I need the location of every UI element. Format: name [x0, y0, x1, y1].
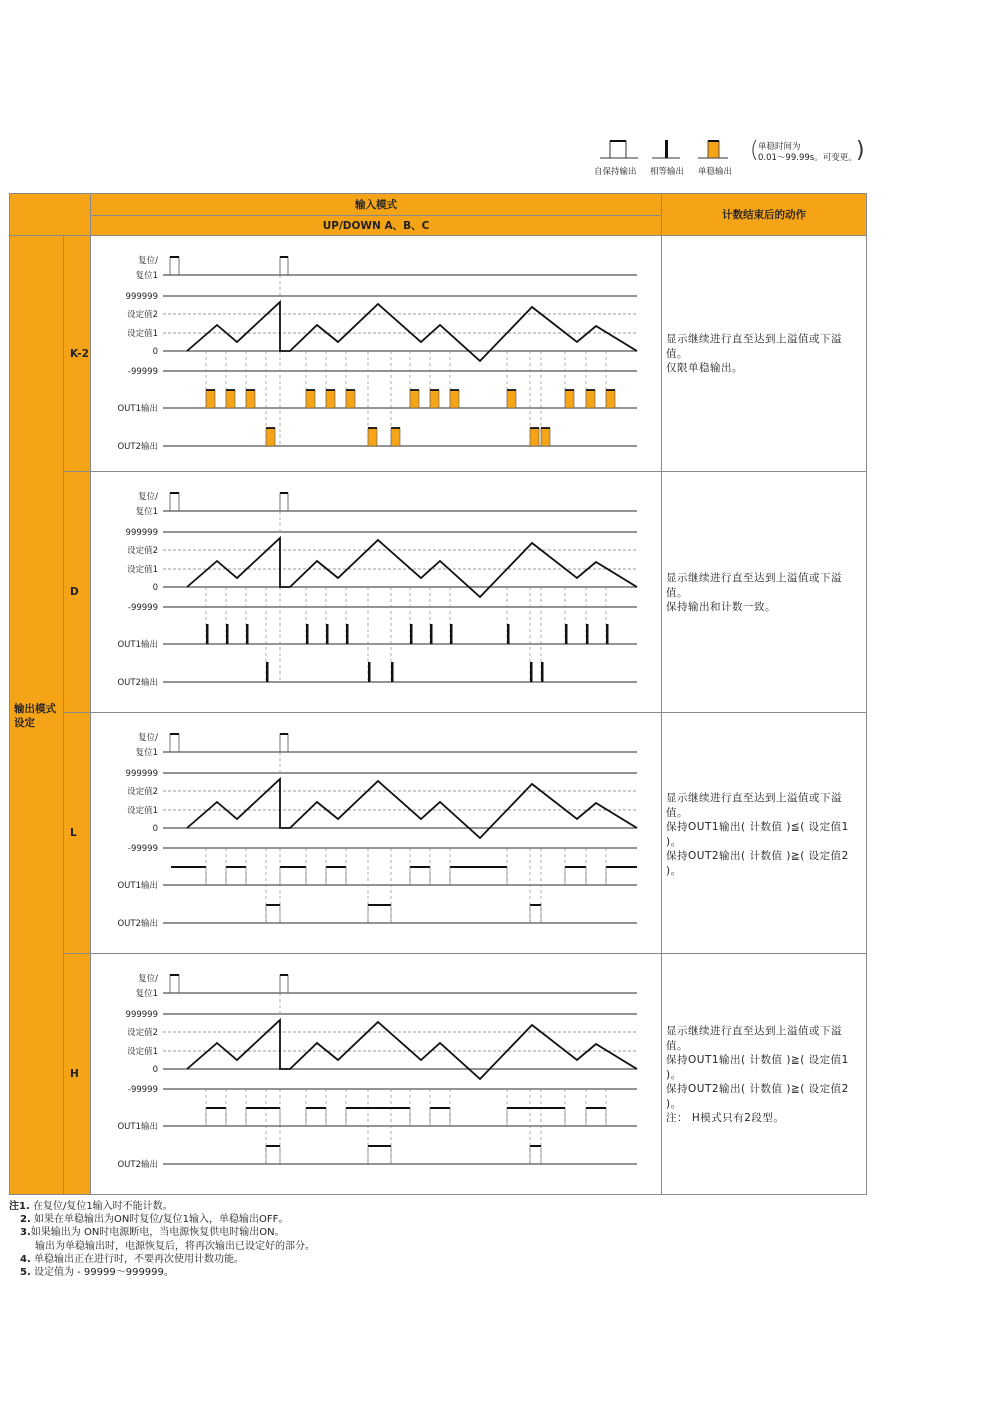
- legend-one-shot-label: 单稳输出: [698, 167, 733, 177]
- one-shot-pulse: [410, 390, 419, 408]
- action-line: 显示继续进行直至达到上溢值或下溢值。: [666, 333, 842, 360]
- note-item: [9, 1200, 315, 1213]
- set1-label: 设定值1: [127, 565, 158, 575]
- note-text: 在复位/复位1输入时不能计数。: [29, 1201, 173, 1212]
- header-updown: UP/DOWN A、B、C: [90, 215, 662, 236]
- timing-diagram-cell: [90, 712, 662, 954]
- legend-icons: [596, 136, 746, 162]
- reset1-label: 复位1: [135, 271, 158, 281]
- mode-label: L: [70, 827, 77, 839]
- reset-label: 复位/: [138, 733, 158, 743]
- header-input-mode: 输入模式: [90, 193, 662, 216]
- one-shot-pulse: [326, 390, 335, 408]
- action-line: 注： H模式只有2段型。: [666, 1112, 785, 1124]
- timing-diagram: [91, 236, 661, 471]
- mode-label: K-2: [70, 348, 89, 360]
- timing-diagram-cell: [90, 953, 662, 1195]
- set1-label: 设定值1: [127, 1047, 158, 1057]
- reset-pulse: [280, 734, 288, 752]
- equal-pulse: [450, 624, 453, 644]
- max-label: 999999: [125, 769, 158, 779]
- equal-pulse: [507, 624, 510, 644]
- one-shot-pulse: [246, 390, 255, 408]
- latched-output-icon: [600, 141, 638, 158]
- mode-label: H: [70, 1068, 79, 1080]
- legend-latched-label: 自保持输出: [594, 167, 637, 177]
- note-text: 输出为单稳输出时，电源恢复后，将再次输出已设定好的部分。: [35, 1240, 315, 1252]
- one-shot-pulse: [507, 390, 516, 408]
- action-line: 保持OUT2输出( 计数值 )≧( 设定值2 )。: [666, 1083, 849, 1110]
- group-cell: [9, 235, 64, 1195]
- paren-close: ): [856, 138, 865, 163]
- out1-label: OUT1输出: [117, 1122, 158, 1132]
- zero-label: 0: [152, 583, 158, 593]
- one-shot-pulse: [565, 390, 574, 408]
- out2-label: OUT2输出: [117, 1160, 158, 1170]
- equal-pulse: [606, 624, 609, 644]
- reset-pulse: [170, 975, 179, 993]
- reset-pulse: [280, 493, 288, 511]
- equal-pulse: [410, 624, 413, 644]
- one-shot-pulse: [430, 390, 439, 408]
- action-text: [666, 791, 862, 878]
- note-number: 注1.: [9, 1201, 30, 1212]
- min-label: -99999: [127, 603, 158, 613]
- equal-pulse: [246, 624, 249, 644]
- equal-output-icon: [652, 140, 680, 158]
- action-line: 保持输出和计数一致。: [666, 601, 776, 613]
- mode-cell: [63, 235, 91, 472]
- set1-label: 设定值1: [127, 806, 158, 816]
- min-label: -99999: [127, 1085, 158, 1095]
- min-label: -99999: [127, 844, 158, 854]
- equal-pulse: [541, 662, 544, 682]
- one-shot-pulse: [530, 428, 539, 446]
- action-line: 保持OUT1输出( 计数值 )≧( 设定值1 )。: [666, 1054, 849, 1081]
- zero-label: 0: [152, 824, 158, 834]
- notes: [9, 1200, 315, 1279]
- note-item: [9, 1240, 315, 1253]
- note-number: 2.: [20, 1214, 31, 1226]
- equal-pulse: [391, 662, 394, 682]
- reset1-label: 复位1: [135, 989, 158, 999]
- action-line: 保持OUT2输出( 计数值 )≧( 设定值2 )。: [666, 850, 849, 877]
- out2-label: OUT2输出: [117, 442, 158, 452]
- action-line: 显示继续进行直至达到上溢值或下溢值。: [666, 1025, 842, 1052]
- timing-diagram: [91, 713, 661, 953]
- one-shot-output-icon: [698, 141, 728, 158]
- reset-pulse: [170, 734, 179, 752]
- zero-label: 0: [152, 347, 158, 357]
- note-number: 4.: [20, 1253, 31, 1265]
- action-text: [666, 332, 862, 376]
- set2-label: 设定值2: [127, 310, 158, 320]
- reset-label: 复位/: [138, 492, 158, 502]
- count-waveform: [187, 538, 637, 597]
- equal-pulse: [565, 624, 568, 644]
- timing-diagram-cell: [90, 471, 662, 713]
- max-label: 999999: [125, 292, 158, 302]
- header-corner: [9, 193, 91, 236]
- one-shot-time-note-2: 0.01～99.99s。可变更。: [758, 153, 857, 163]
- one-shot-pulse: [606, 390, 615, 408]
- set2-label: 设定值2: [127, 546, 158, 556]
- paren-open: (: [750, 138, 759, 163]
- timing-diagram: [91, 954, 661, 1194]
- one-shot-pulse: [541, 428, 550, 446]
- equal-pulse: [306, 624, 309, 644]
- equal-pulse: [346, 624, 349, 644]
- reset-label: 复位/: [138, 256, 158, 266]
- out2-label: OUT2输出: [117, 678, 158, 688]
- mode-cell: [63, 712, 91, 954]
- action-text: [666, 571, 862, 615]
- note-item: [9, 1226, 315, 1239]
- one-shot-pulse: [450, 390, 459, 408]
- action-line: 显示继续进行直至达到上溢值或下溢值。: [666, 572, 842, 599]
- timing-diagram-cell: [90, 235, 662, 472]
- reset-pulse: [170, 493, 179, 511]
- reset1-label: 复位1: [135, 748, 158, 758]
- one-shot-pulse: [368, 428, 377, 446]
- out1-label: OUT1输出: [117, 404, 158, 414]
- reset1-label: 复位1: [135, 507, 158, 517]
- note-text: 如果输出为 ON时电源断电，当电源恢复供电时输出ON。: [30, 1227, 285, 1239]
- out1-label: OUT1输出: [117, 881, 158, 891]
- one-shot-pulse: [206, 390, 215, 408]
- max-label: 999999: [125, 528, 158, 538]
- equal-pulse: [430, 624, 433, 644]
- group-label: 输出模式设定: [14, 703, 56, 729]
- reset-pulse: [280, 257, 288, 275]
- header-action: 计数结束后的动作: [661, 193, 867, 236]
- one-shot-time-note-1: 单稳时间为: [758, 142, 801, 152]
- timing-diagram: [91, 472, 661, 712]
- equal-pulse: [326, 624, 329, 644]
- equal-pulse: [586, 624, 589, 644]
- note-item: [9, 1253, 315, 1266]
- one-shot-pulse: [391, 428, 400, 446]
- out2-label: OUT2输出: [117, 919, 158, 929]
- note-number: 5.: [20, 1267, 31, 1279]
- note-text: 设定值为 - 99999～999999。: [30, 1267, 174, 1279]
- reset-pulse: [170, 257, 179, 275]
- set2-label: 设定值2: [127, 1028, 158, 1038]
- equal-pulse: [226, 624, 229, 644]
- count-waveform: [187, 1020, 637, 1079]
- set1-label: 设定值1: [127, 329, 158, 339]
- one-shot-pulse: [346, 390, 355, 408]
- reset-pulse: [280, 975, 288, 993]
- action-line: 保持OUT1输出( 计数值 )≦( 设定值1 )。: [666, 821, 849, 848]
- one-shot-pulse: [586, 390, 595, 408]
- note-text: 单稳输出正在进行时，不要再次使用计数功能。: [30, 1253, 244, 1265]
- min-label: -99999: [127, 367, 158, 377]
- one-shot-pulse: [266, 428, 275, 446]
- zero-label: 0: [152, 1065, 158, 1075]
- note-text: 如果在单稳输出为ON时复位/复位1输入，单稳输出OFF。: [30, 1214, 289, 1226]
- mode-label: D: [70, 586, 79, 598]
- equal-pulse: [368, 662, 371, 682]
- one-shot-pulse: [226, 390, 235, 408]
- count-waveform: [187, 302, 637, 361]
- out1-label: OUT1输出: [117, 640, 158, 650]
- action-line: 显示继续进行直至达到上溢值或下溢值。: [666, 792, 842, 819]
- equal-pulse: [530, 662, 533, 682]
- note-item: [9, 1213, 315, 1226]
- max-label: 999999: [125, 1010, 158, 1020]
- action-line: 仅限单稳输出。: [666, 362, 743, 374]
- one-shot-pulse: [306, 390, 315, 408]
- count-waveform: [187, 779, 637, 838]
- note-number: 3.: [20, 1227, 31, 1239]
- equal-pulse: [206, 624, 209, 644]
- set2-label: 设定值2: [127, 787, 158, 797]
- note-item: [9, 1266, 315, 1279]
- action-text: [666, 1024, 862, 1126]
- mode-cell: [63, 953, 91, 1195]
- mode-cell: [63, 471, 91, 713]
- legend-equal-label: 相等输出: [650, 167, 685, 177]
- reset-label: 复位/: [138, 974, 158, 984]
- equal-pulse: [266, 662, 269, 682]
